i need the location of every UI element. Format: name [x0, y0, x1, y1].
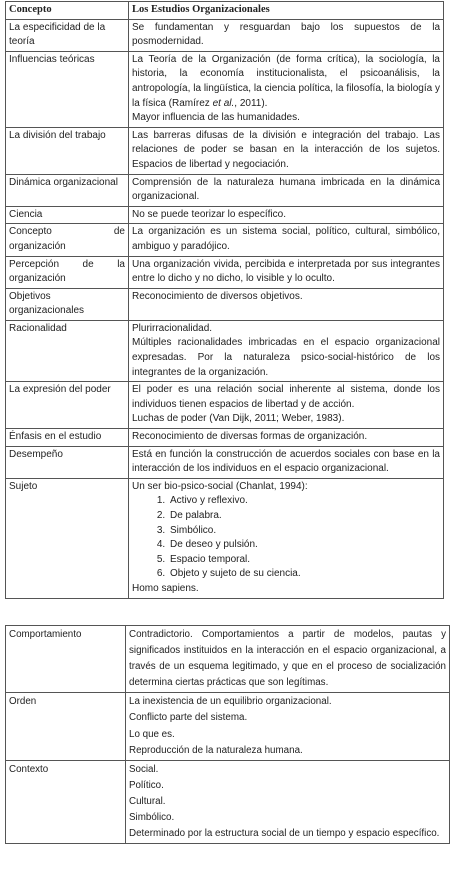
description-line: Cultural. — [129, 795, 166, 807]
concept-cell: Contexto — [6, 760, 126, 843]
description-line: La organización es un sistema social, político, cultural, simbólico, ambiguo y paradójico. — [132, 226, 440, 252]
concept-cell: Orden — [6, 693, 126, 760]
table-row — [6, 256, 444, 288]
list-item: 5. Espacio temporal. — [168, 553, 440, 568]
table-row — [6, 693, 450, 760]
table-row — [6, 224, 444, 256]
description-line: Reproducción de la naturaleza humana. — [129, 744, 303, 756]
description-line: Una organización vivida, percibida e interpretada por sus integrantes entre lo dicho y no dicho, lo visible y lo oculto. — [132, 258, 440, 285]
description-cell — [126, 693, 450, 760]
table-row — [6, 288, 444, 320]
header-estudios-organizacionales: Los Estudios Organizacionales — [129, 2, 444, 20]
table-row — [6, 760, 450, 843]
description-line: No se puede teorizar lo específico. — [132, 208, 286, 220]
description-cell — [129, 174, 444, 206]
list-item: 1. Activo y reflexivo. — [168, 494, 440, 509]
description-line: Comprensión de la naturaleza humana imbricada en la dinámica organizacional. — [132, 176, 440, 203]
concept-cell: Objetivos organizacionales — [6, 288, 129, 320]
concept-cell: Sujeto — [6, 478, 129, 598]
table-row — [6, 626, 450, 693]
description-line: Reconocimiento de diversos objetivos. — [132, 290, 303, 302]
description-cell — [129, 51, 444, 127]
table-row — [6, 320, 444, 381]
table-header-row — [6, 2, 444, 20]
table-row — [6, 446, 444, 478]
description-line: Conflicto parte del sistema. — [129, 712, 248, 724]
description-cell — [129, 382, 444, 429]
description-cell — [126, 760, 450, 843]
sujeto-intro: Un ser bio-psico-social (Chanlat, 1994): — [132, 480, 308, 492]
description-cell — [129, 288, 444, 320]
list-item: 6. Objeto y sujeto de su ciencia. — [168, 567, 440, 582]
concept-cell: Ciencia — [6, 206, 129, 224]
list-item: 3. Simbólico. — [168, 524, 440, 539]
concept-cell: La expresión del poder — [6, 382, 129, 429]
description-line: Lo que es. — [129, 728, 175, 740]
description-cell — [129, 256, 444, 288]
table-row — [6, 382, 444, 429]
description-cell — [129, 429, 444, 447]
concept-cell: Racionalidad — [6, 320, 129, 381]
description-line: Se fundamentan y resguardan bajo los supuestos de la posmodernidad. — [132, 21, 440, 48]
description-cell — [129, 127, 444, 174]
table-row — [6, 174, 444, 206]
list-item: 4. De deseo y pulsión. — [168, 538, 440, 553]
description-cell — [129, 206, 444, 224]
table-row — [6, 429, 444, 447]
description-cell — [126, 626, 450, 693]
concept-cell: Énfasis en el estudio — [6, 429, 129, 447]
comparison-table-continuation — [5, 625, 450, 844]
concept-cell: La especificidad de la teoría — [6, 19, 129, 51]
description-cell — [129, 19, 444, 51]
description-cell — [129, 320, 444, 381]
concept-cell: Desempeño — [6, 446, 129, 478]
header-concepto: Concepto — [6, 2, 129, 20]
description-line: Simbólico. — [129, 812, 175, 824]
description-line: Político. — [129, 779, 164, 791]
description-line: Luchas de poder (Van Dijk, 2011; Weber, 1983). — [132, 413, 345, 425]
concept-cell: La división del trabajo — [6, 127, 129, 174]
list-item: 2. De palabra. — [168, 509, 440, 524]
description-line: Social. — [129, 763, 159, 775]
table-row-sujeto — [6, 478, 444, 598]
sujeto-list — [132, 494, 440, 582]
description-line: Las barreras difusas de la división e integración del trabajo. Las relaciones de poder se basan en la interacción de los sujetos. Espacios de libertad y negociación. — [132, 129, 440, 170]
description-cell — [129, 446, 444, 478]
table-row — [6, 51, 444, 127]
comparison-table-main — [5, 1, 444, 599]
description-line: Plurirracionalidad. — [132, 322, 213, 334]
description-line: El poder es una relación social inherente al sistema, donde los individuos tienen espacios de libertad y de acción. — [132, 384, 440, 410]
description-line: La Teoría de la Organización (de forma crítica), la sociología, la historia, la economía institucionalista, el psicoanálisis, la antropología, la lingüística, la ciencia política, la filosofía, la biología y la física (Ramírez et al., 2011). — [132, 53, 440, 109]
description-line: Mayor influencia de las humanidades. — [132, 112, 300, 124]
description-line: Contradictorio. Comportamientos a partir de modelos, pautas y significados instituidos en la interacción en el espacio organizacional, a través de un esquema legitimado, y que en el proceso de socialización determina ciertas prácticas que son legítimas. — [129, 629, 446, 689]
concept-cell: Influencias teóricas — [6, 51, 129, 127]
concept-cell: Percepción de la organización — [6, 256, 129, 288]
table-row — [6, 127, 444, 174]
concept-cell: Dinámica organizacional — [6, 174, 129, 206]
table-row — [6, 206, 444, 224]
description-line: Reconocimiento de diversas formas de organización. — [132, 431, 368, 443]
description-line: La inexistencia de un equilibrio organizacional. — [129, 696, 332, 708]
sujeto-outro: Homo sapiens. — [132, 582, 199, 594]
concept-cell: Concepto de organización — [6, 224, 129, 256]
description-cell — [129, 478, 444, 598]
description-line: Está en función la construcción de acuerdos sociales con base en la interacción de los individuos en el espacio organizacional. — [132, 448, 440, 475]
table-row — [6, 19, 444, 51]
concept-cell: Comportamiento — [6, 626, 126, 693]
description-line: Determinado por la estructura social de un tiempo y espacio específico. — [129, 828, 440, 840]
description-cell — [129, 224, 444, 256]
description-line: Múltiples racionalidades imbricadas en el espacio organizacional expresadas. Por la naturaleza psico-social-histórico de los integrantes de la organización. — [132, 337, 440, 378]
